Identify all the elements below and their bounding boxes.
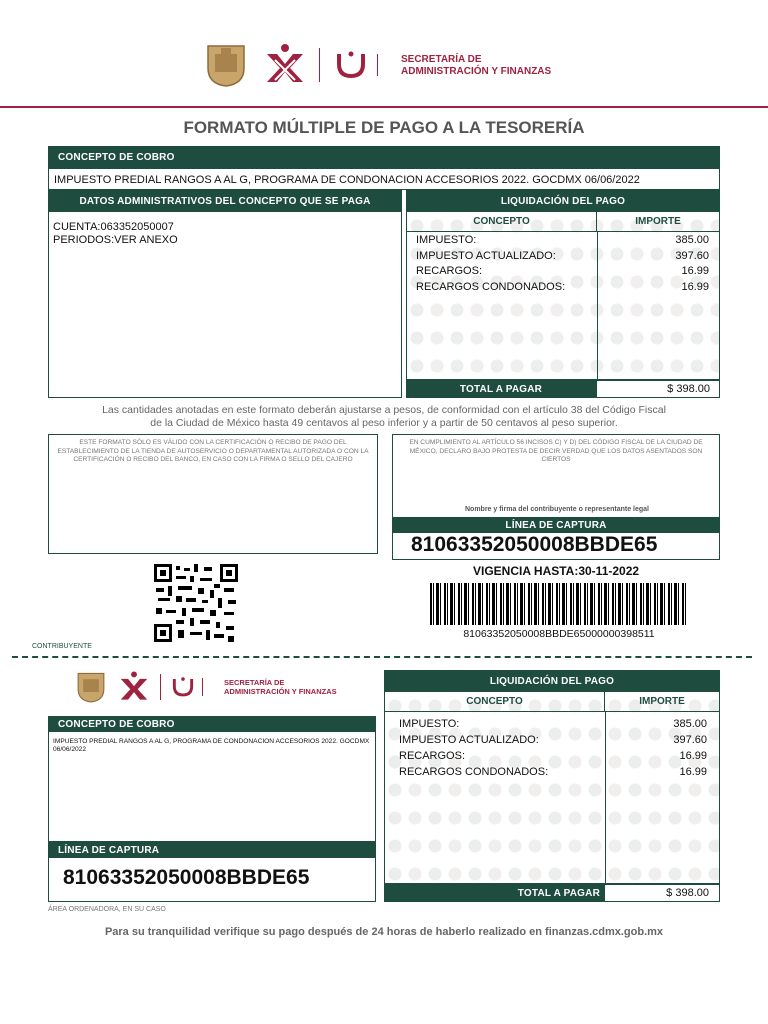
header-divider xyxy=(319,48,320,82)
liq-row-importe: 16.99 xyxy=(679,750,707,762)
bottom-concepto-box xyxy=(48,732,376,842)
liq-row-importe: 385.00 xyxy=(673,718,707,730)
bottom-total-label-cell xyxy=(384,884,604,902)
total-value-cell xyxy=(596,380,720,398)
concepto-cobro-header xyxy=(48,146,720,168)
contribuyente-label: CONTRIBUYENTE xyxy=(32,643,92,650)
qr-code-icon xyxy=(154,564,238,642)
liq-row-concepto: RECARGOS CONDONADOS: xyxy=(399,766,549,778)
total-label-cell xyxy=(406,380,596,398)
datos-admin-label: DATOS ADMINISTRATIVOS DEL CONCEPTO QUE SE PAGA xyxy=(79,196,371,207)
col-divider xyxy=(597,232,598,380)
cdmx-u-logo-icon xyxy=(170,674,196,700)
bottom-total-value-cell xyxy=(604,884,720,902)
periodos-text: PERIODOS:VER ANEXO xyxy=(53,234,178,246)
liquidacion-header xyxy=(406,190,720,212)
total-label: TOTAL A PAGAR xyxy=(517,888,600,899)
liq-row-importe: 385.00 xyxy=(675,234,709,246)
bottom-concepto-label: CONCEPTO DE COBRO xyxy=(58,719,175,730)
aviso-left-text: ESTE FORMATO SÓLO ES VÁLIDO CON LA CERTIFICACIÓN O RECIBO DE PAGO DEL ESTABLECIMIENTO DE LA TIENDA DE AUTOSERVICIO O DEPARTAMENTAL AUTORIZADA O CON LA CERTIFICACIÓN O RECIBO DEL BANCO, EN CASO CON LA FIRMA O SELLO DEL CAJERO xyxy=(57,439,369,463)
liq-row-concepto: IMPUESTO ACTUALIZADO: xyxy=(416,250,556,262)
aviso-left-box xyxy=(48,434,378,554)
liquidacion-label: LIQUIDACIÓN DEL PAGO xyxy=(500,196,626,207)
cdmx-x-logo-icon xyxy=(116,670,152,704)
header-divider xyxy=(160,674,161,700)
total-value: $ 398.00 xyxy=(666,887,709,899)
liquidacion-box xyxy=(406,212,720,380)
col-concepto: CONCEPTO xyxy=(385,692,605,712)
total-value: $ 398.00 xyxy=(667,383,710,395)
col-importe: IMPORTE xyxy=(605,692,719,712)
liq-row-importe: 397.60 xyxy=(675,250,709,262)
bottom-header-logos xyxy=(76,668,376,708)
concepto-cobro-label: CONCEPTO DE COBRO xyxy=(58,152,175,163)
bottom-concepto-header xyxy=(48,716,376,732)
bottom-concepto-value: IMPUESTO PREDIAL RANGOS A AL G, PROGRAMA DE CONDONACION ACCESORIOS 2022. GOCDMX 06/06/2022 xyxy=(53,738,370,753)
bottom-linea-header xyxy=(48,842,376,858)
footer-note: Para su tranquilidad verifique su pago después de 24 horas de haberlo realizado en finanzas.cdmx.gob.mx xyxy=(104,926,664,938)
vigencia-text: VIGENCIA HASTA:30-11-2022 xyxy=(473,564,640,578)
datos-admin-header xyxy=(48,190,402,212)
brand-line-1: SECRETARÍA DE xyxy=(224,678,285,687)
rounding-note-line2: de la Ciudad de México hasta 49 centavos al peso inferior y a partir de 50 centavos al peso superior. xyxy=(150,417,618,429)
liq-row-importe: 397.60 xyxy=(673,734,707,746)
liq-row-concepto: IMPUESTO: xyxy=(399,718,460,730)
bottom-linea-label: LÍNEA DE CAPTURA xyxy=(58,845,160,856)
bottom-liquidacion-label: LIQUIDACIÓN DEL PAGO xyxy=(489,676,615,687)
concepto-cobro-value-box xyxy=(48,168,720,190)
brand-line-2: ADMINISTRACIÓN Y FINANZAS xyxy=(401,66,552,77)
liq-row-importe: 16.99 xyxy=(681,265,709,277)
rounding-note-line1: Las cantidades anotadas en este formato deberán ajustarse a pesos, de conformidad con el artículo 38 del Código Fiscal xyxy=(102,404,666,416)
liq-row-concepto: RECARGOS: xyxy=(416,265,483,277)
rounding-note xyxy=(0,404,768,430)
liq-row-importe: 16.99 xyxy=(679,766,707,778)
linea-captura-box xyxy=(392,532,720,560)
header-divider-2 xyxy=(202,678,203,696)
signature-caption: Nombre y firma del contribuyente o representante legal xyxy=(465,506,649,513)
col-concepto: CONCEPTO xyxy=(407,212,597,232)
cdmx-x-logo-icon xyxy=(261,42,309,88)
liq-row-concepto: IMPUESTO ACTUALIZADO: xyxy=(399,734,539,746)
brand-line-1: SECRETARÍA DE xyxy=(401,54,482,65)
liq-row-concepto: RECARGOS CONDONADOS: xyxy=(416,281,566,293)
aviso-right-box xyxy=(392,434,720,518)
brand-line-2: ADMINISTRACIÓN Y FINANZAS xyxy=(224,687,337,696)
cdmx-u-logo-icon xyxy=(333,48,369,82)
bottom-linea-value: 81063352050008BBDE65 xyxy=(63,866,310,889)
col-divider xyxy=(605,712,606,884)
cut-line xyxy=(12,656,752,658)
barcode-number: 81063352050008BBDE65000000398511 xyxy=(463,628,655,640)
linea-captura-value: 81063352050008BBDE65 xyxy=(411,533,658,556)
liq-row-concepto: IMPUESTO: xyxy=(416,234,477,246)
bottom-liquidacion-header xyxy=(384,670,720,692)
aviso-right-text: EN CUMPLIMIENTO AL ARTÍCULO 56 INCISOS C) Y D) DEL CÓDIGO FISCAL DE LA CIUDAD DE MÉXICO, DECLARO BAJO PROTESTA DE DECIR VERDAD QUE LOS DATOS ASENTADOS SON CIERTOS xyxy=(409,439,703,463)
liq-row-importe: 16.99 xyxy=(681,281,709,293)
page-title: FORMATO MÚLTIPLE DE PAGO A LA TESORERÍA xyxy=(183,118,585,137)
barcode-icon xyxy=(430,583,688,625)
total-label: TOTAL A PAGAR xyxy=(459,384,543,395)
concepto-cobro-value: IMPUESTO PREDIAL RANGOS A AL G, PROGRAMA DE CONDONACION ACCESORIOS 2022. GOCDMX 06/06/2022 xyxy=(54,174,640,186)
header-rule xyxy=(0,106,768,108)
bottom-liquidacion-box xyxy=(384,692,720,884)
coat-of-arms-icon xyxy=(76,670,106,704)
liq-row-concepto: RECARGOS: xyxy=(399,750,466,762)
cuenta-text: CUENTA:063352050007 xyxy=(53,221,174,233)
header-divider-2 xyxy=(377,54,378,76)
coat-of-arms-icon xyxy=(205,42,247,88)
bottom-linea-box xyxy=(48,858,376,902)
linea-captura-label: LÍNEA DE CAPTURA xyxy=(505,520,607,531)
col-importe: IMPORTE xyxy=(597,212,719,232)
area-ordenadora-label: ÁREA ORDENADORA, EN SU CASO xyxy=(48,906,166,913)
header-logos xyxy=(205,42,585,92)
linea-captura-header xyxy=(392,518,720,532)
datos-admin-box xyxy=(48,212,402,398)
